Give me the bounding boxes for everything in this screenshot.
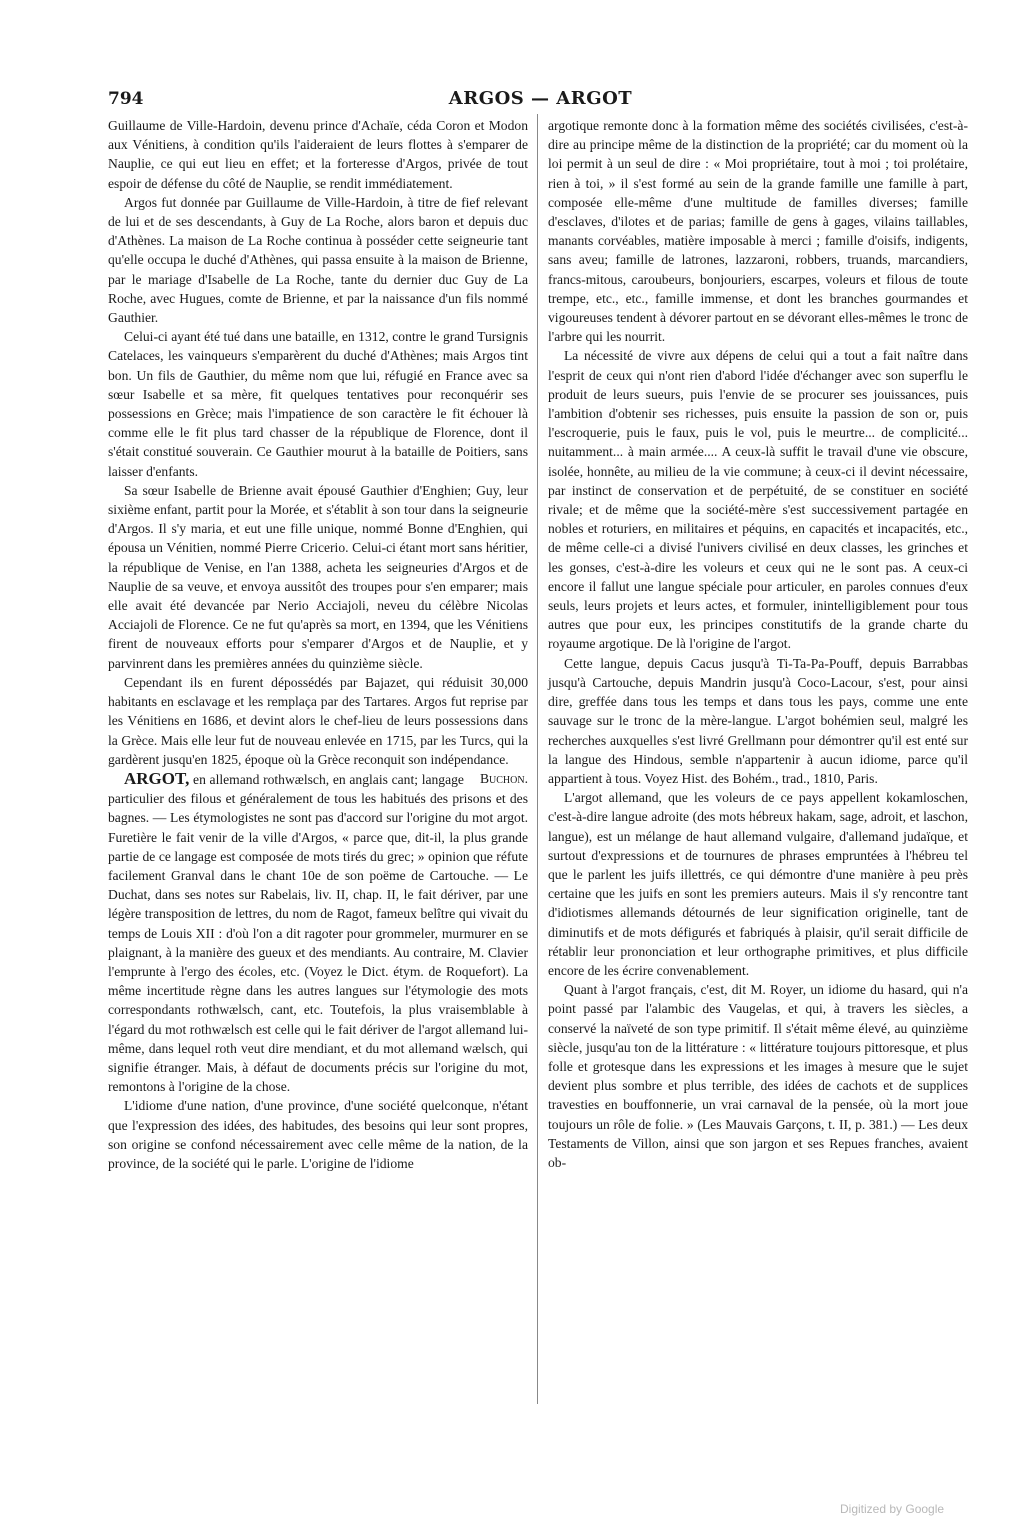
- paragraph: Quant à l'argot français, c'est, dit M. Royer, un idiome du hasard, qui n'a point passé par l'alambic des Vaugelas, et qui, à travers les siècles, a conservé la naïveté de son type primitif. Il s'était même élevé, au quinzième siècle, jusqu'au ton de la littérature : « littérature toujours pittoresque, et plus folle et grotesque dans les expressions et les images à mesure que le sujet devient plus sombre et plus terrible, des idées de cachots et de supplices travesties en bouffonnerie, un vrai carnaval de la pensée, où la mort joue toujours un rôle de folie. » (Les Mauvais Garçons, t. II, p. 381.) — Les deux Testaments de Villon, ainsi que son jargon et ses Repues franches, avaient ob-: [548, 982, 968, 1170]
- paragraph: Argos fut donnée par Guillaume de Ville-Hardoin, à titre de fief relevant de lui et de ses descendants, à Guy de La Roche, alors baron et depuis duc d'Athènes. La maison de La Roche continua à posséder cette seigneurie tant qu'elle occupa le duché d'Athènes, qui passa ensuite à la maison de Brienne, par le mariage d'Isabelle de La Roche, tante du dernier duc Guy de La Roche, avec Hugues, comte de Brienne, et par la naissance d'un fils nommé Gauthier.: [108, 194, 528, 326]
- paragraph: L'argot allemand, que les voleurs de ce pays appellent kokamloschen, c'est-à-dire langue adroite (des mots hébreux hakam, sage, adroit, et laschon, langue), est un mélange de haut allemand vulgaire, d'allemand judaïque, et surtout d'expressions et de tournures de phrases empruntées à l'hébreu tel que le parlent les juifs illettrés, ce qui démontre d'une manière à peu près certaine que les juifs en sont les premiers auteurs. Mais il s'y rencontre tant d'idiotismes allemands détournés de leur signification originelle, tant de diminutifs et de mots défigurés et fabriqués à plaisir, qu'il serait difficile de rétablir leur prononciation et leur orthographe primitives, et plus difficile encore de les écrire convenablement.: [548, 790, 968, 978]
- author-signature: Buchon.: [479, 770, 528, 786]
- paragraph: Cette langue, depuis Cacus jusqu'à Ti-Ta-Pa-Pouff, depuis Barrabbas jusqu'à Cartouche, depuis Mandrin jusqu'à Coco-Lacour, s'est, pour ainsi dire, greffée dans tous les temps et dans tous les pays, comme une ente sauvage sur le tronc de la mère-langue. L'argot bohémien seul, malgré les recherches auxquelles s'est livré Grellmann pour démontrer qu'il est enté sur la langue des Hindous, semble n'appartenir à aucun idiome, parce qu'il appartient à tous. Voyez Hist. des Bohém., trad., 1810, Paris.: [548, 655, 968, 786]
- running-title: ARGOS — ARGOT: [448, 88, 633, 109]
- paragraph-text: Cependant ils en furent dépossédés par Bajazet, qui réduisit 30,000 habitants en esclavage et les remplaça par des Tartares. Argos fut reprise par les Vénitiens en 1686, et devint alors le chef-lieu de leurs possessions dans la Grèce. Mais elle leur fut de nouveau enlevée en 1715, par les Turcs, qui la gardèrent jusqu'en 1825, époque où la Grèce reconquit son indépendance.: [108, 674, 528, 767]
- entry-paragraph: [108, 769, 528, 1096]
- paragraph: Guillaume de Ville-Hardoin, devenu prince d'Achaïe, céda Coron et Modon aux Vénitiens, à condition qu'ils l'aideraient de leurs flottes à s'emparer de Nauplie, ce qui eut lieu en effet; et la forteresse d'Argos, privée de tout espoir de défense du côté de Nauplie, se rendit immédiatement.: [108, 118, 528, 191]
- paragraph: Celui-ci ayant été tué dans une bataille, en 1312, contre le grand Tursignis Catelaces, les vainqueurs s'emparèrent du duché d'Athènes; mais Argos tint bon. Un fils de Gauthier, du même nom que lui, réfugié en France avec sa sœur Isabelle et sa mère, fit quelques tentatives pour reconquérir ses possessions en Grèce; mais l'impatience de son caractère le fit échouer là comme elle le fit plus tard chasser de la république de Florence, dont il s'était constitué souverain. Ce Gauthier mourut à la bataille de Poitiers, sans laisser d'enfants.: [108, 329, 528, 479]
- entry-headword: ARGOT,: [124, 768, 190, 788]
- left-column: [108, 116, 528, 1173]
- page-number: 794: [108, 89, 144, 109]
- digitization-watermark: Digitized by Google: [840, 1502, 945, 1516]
- column-divider: [537, 114, 538, 1404]
- paragraph: argotique remonte donc à la formation même des sociétés civilisées, c'est-à-dire au principe même de la distinction de la propriété; car du moment où la loi permit à un seul de dire : « Moi propriétaire, tout à moi ; toi prolétaire, rien à toi, » il s'est formé au sein de la grande famille une famille à part, composée elle-même d'une multitude de familles diverses; famille d'esclaves, d'ilotes et de parias; famille de gens à gages, vilains taillables, manants corvéables, matière imposable à merci ; famille d'oisifs, indigents, sans aveu; famille de latrones, lazzaroni, robbers, truands, marcandiers, francs-mitous, caroubeurs, bonjouriers, escarpes, voleurs et filous de toute trempe, etc., etc., famille immense, et dont les branches gourmandes et vigoureuses tendent à dévorer partout en se dévorant elles-mêmes le tronc de l'arbre qui les nourrit.: [548, 118, 968, 345]
- paragraph: L'idiome d'une nation, d'une province, d'une société quelconque, n'étant que l'expression des idées, des habitudes, des besoins qui leur sont propres, son origine se confond nécessairement avec celle même de la nation, de la province, de la société qui le parle. L'origine de l'idiome: [108, 1098, 528, 1171]
- paragraph: Sa sœur Isabelle de Brienne avait épousé Gauthier d'Enghien; Guy, leur sixième enfant, partit pour la Morée, et s'établit à son tour dans la seigneurie d'Argos. Il s'y maria, et eut une fille unique, nommé Bonne d'Enghien, qui épousa un Vénitien, nommé Pierre Cricerio. Celui-ci étant mort sans héritier, la république de Venise, en l'an 1388, acheta les seigneuries d'Argos et de Nauplie de sa veuve, et envoya aussitôt des troupes pour s'en emparer; mais elle avait été devancée par Nerio Acciajoli, neveu du célèbre Nicolas Acciajoli de Florence. Ce ne fut qu'après sa mort, en 1394, que les Vénitiens firent de nouveaux efforts pour s'emparer d'Argos et de Nauplie, et y parvinrent dans les premières années du quinzième siècle.: [108, 482, 528, 671]
- paragraph: La nécessité de vivre aux dépens de celui qui a tout a fait naître dans l'esprit de ceux qui n'ont rien d'abord l'idée d'échanger avec son superflu le produit de leurs sueurs, puis l'envie de se procurer ses jouissances, puis l'ambition d'obtenir ses richesses, puis ensuite la passion de son or, puis l'escroquerie, puis le faux, puis le vol, puis le meurtre... de complicité... nuitamment... à main armée.... A ceux-là suffit le travail d'une vie obscure, isolée, honnête, au milieu de la vie commune; à ceux-ci il devint nécessaire, par instinct de conservation et de perpétuité, de se constituer en société rivale; et de même que la société-mère s'est successivement partagée en nobles et roturiers, en militaires et péquins, en capacités et incapacités, etc., de même celle-ci a divisé l'univers civilisé en deux classes, les grinches et les gonses, c'est-à-dire les voleurs et ceux qui ne le sont pas. A ceux-ci encore il fallut une langue spéciale pour articuler, en paroles connues d'eux seuls, leurs projets et leurs actes, et formuler, inintelligiblement pour tous autres que pour eux, les principes constitutifs de la grande charte du royaume argotique. De là l'origine de l'argot.: [548, 348, 968, 652]
- entry-text: en allemand rothwælsch, en anglais cant; langage particulier des filous et généralement de tous les habitués des prisons et des bagnes. — Les étymologistes ne sont pas d'accord sur l'origine du mot argot. Furetière le fait venir de la ville d'Argos, « parce que, dit-il, la plus grande partie de ce langage est composée de mots tirés du grec; » opinion que réfute facilement Granval dans le chant 10e de son poëme de Cartouche. — Le Duchat, dans ses notes sur Rabelais, liv. II, chap. II, le fait dériver, par une légère transposition de lettres, du nom de Ragot, fameux belître qui vivait du temps de Louis XII : d'où l'on a dit ragoter pour grommeler, murmurer en se plaignant, à la manière des gueux et des mendiants. Au contraire, M. Clavier l'emprunte à l'ergo des écoles, etc. (Voyez le Dict. étym. de Roquefort). La même incertitude règne dans les autres langues sur l'étymologie des mots correspondants rothwælsch, cant, etc. Toutefois, la plus vraisemblable à l'égard du mot rothwælsch est celle qui le fait dériver de l'argot allemand lui-même, dans lequel roth veut dire mendiant, et du mot allemand wælsch, qui signifie étranger. Mais, à défaut de documents précis sur l'origine du mot, remontons à l'origine de la chose.: [108, 771, 528, 1095]
- page-header: [108, 89, 973, 113]
- right-column: [548, 116, 968, 1172]
